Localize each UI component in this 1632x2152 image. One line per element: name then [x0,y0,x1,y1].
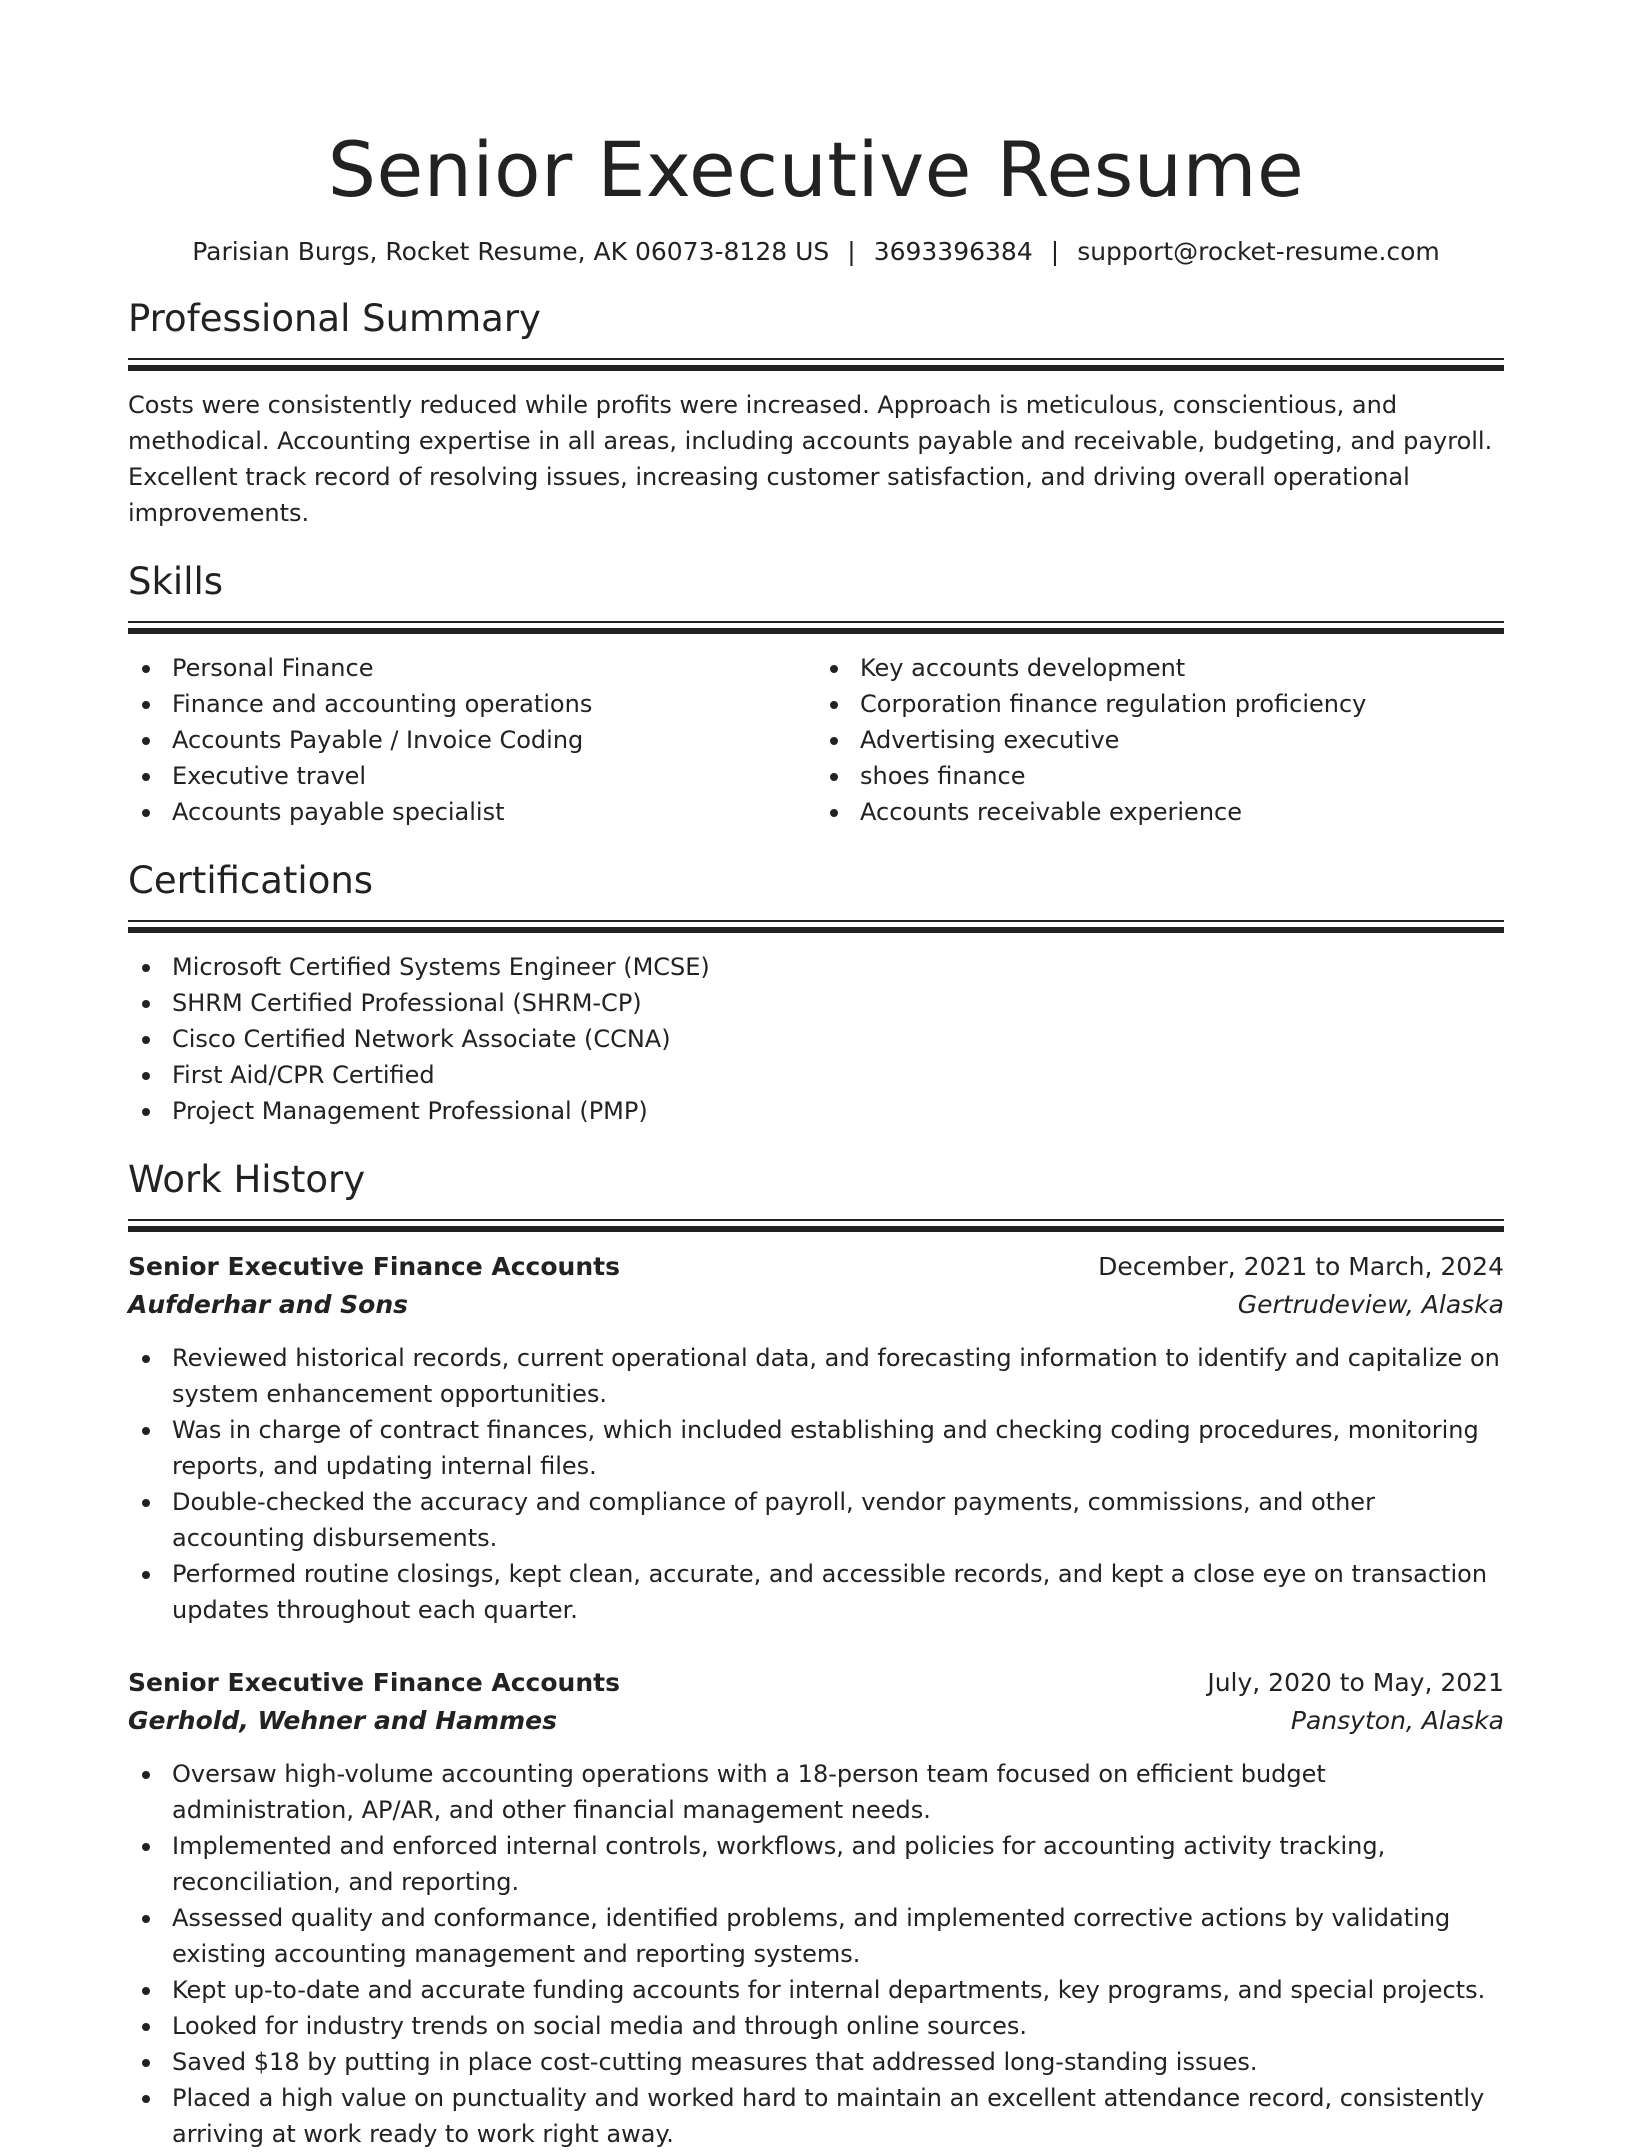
job-dates: July, 2020 to May, 2021 [1207,1668,1504,1697]
job-title: Senior Executive Finance Accounts [128,1252,620,1281]
summary-text: Costs were consistently reduced while profits were increased. Approach is meticulous, conscientious, and methodical. Accounting expertise in all areas, including accounts payable and receivable, budgeting, and payroll. Excellent track record of resolving issues, increasing customer satisfaction, and driving overall operational improvements. [128,391,1493,527]
contact-address: Parisian Burgs, Rocket Resume, AK 06073-8128 US [192,237,830,266]
job-header-row [128,1248,1504,1286]
job-company: Gerhold, Wehner and Hammes [128,1706,557,1735]
skill-item: Accounts payable specialist [128,794,816,830]
contact-separator: | [1050,237,1060,266]
job-subheader-row [128,1702,1504,1740]
job-bullet: Placed a high value on punctuality and worked hard to maintain an excellent attendance record, consistently arriving at work ready to work right away. [128,2080,1504,2152]
skills-list-right [816,650,1504,830]
skills-section [128,557,1504,830]
certifications-section [128,856,1504,1129]
skill-item: Advertising executive [816,722,1504,758]
summary-section [128,294,1504,531]
certifications-heading: Certifications [128,859,374,902]
job-location: Gertrudeview, Alaska [1237,1290,1504,1319]
certification-item: Cisco Certified Network Associate (CCNA) [128,1021,1504,1057]
job-subheader-row [128,1286,1504,1324]
skill-item: Accounts receivable experience [816,794,1504,830]
work-history-heading: Work History [128,1158,366,1201]
certification-item: First Aid/CPR Certified [128,1057,1504,1093]
contact-separator: | [847,237,856,266]
job-location: Pansyton, Alaska [1290,1706,1504,1735]
job-dates: December, 2021 to March, 2024 [1098,1252,1504,1281]
skills-heading: Skills [128,560,224,603]
job-header-row [128,1664,1504,1702]
skills-list-left [128,650,816,830]
work-history-section [128,1155,1504,2152]
skill-item: Key accounts development [816,650,1504,686]
skill-item: Corporation finance regulation proficiency [816,686,1504,722]
job-bullet: Assessed quality and conformance, identified problems, and implemented corrective actions by validating existing accounting management and reporting systems. [128,1900,1504,1972]
skill-item: Finance and accounting operations [128,686,816,722]
certifications-list [128,949,1504,1129]
job-bullet: Saved $18 by putting in place cost-cutting measures that addressed long-standing issues. [128,2044,1504,2080]
resume-page [128,0,1504,2152]
job-bullet: Looked for industry trends on social media and through online sources. [128,2008,1504,2044]
job-bullets [128,1756,1504,2152]
resume-title: Senior Executive Resume [327,125,1305,214]
job-bullet: Kept up-to-date and accurate funding accounts for internal departments, key programs, and special projects. [128,1972,1504,2008]
skill-item: Executive travel [128,758,816,794]
section-divider [128,920,1504,933]
job-bullet: Implemented and enforced internal controls, workflows, and policies for accounting activity tracking, reconciliation, and reporting. [128,1828,1504,1900]
skills-columns [128,650,1504,830]
skill-item: Personal Finance [128,650,816,686]
job-bullet: Performed routine closings, kept clean, accurate, and accessible records, and kept a close eye on transaction updates throughout each quarter. [128,1556,1504,1628]
skill-item: Accounts Payable / Invoice Coding [128,722,816,758]
job-bullet: Reviewed historical records, current operational data, and forecasting information to identify and capitalize on system enhancement opportunities. [128,1340,1504,1412]
job-entry [128,1664,1504,2152]
job-title: Senior Executive Finance Accounts [128,1668,620,1697]
certification-item: Microsoft Certified Systems Engineer (MCSE) [128,949,1504,985]
section-divider [128,358,1504,371]
job-bullet: Oversaw high-volume accounting operations with a 18-person team focused on efficient budget administration, AP/AR, and other financial management needs. [128,1756,1504,1828]
contact-line [128,234,1504,270]
job-bullet: Double-checked the accuracy and compliance of payroll, vendor payments, commissions, and other accounting disbursements. [128,1484,1504,1556]
section-divider [128,621,1504,634]
certification-item: Project Management Professional (PMP) [128,1093,1504,1129]
certification-item: SHRM Certified Professional (SHRM-CP) [128,985,1504,1021]
job-company: Aufderhar and Sons [128,1290,409,1319]
contact-email: support@rocket-resume.com [1077,237,1440,266]
job-entry [128,1248,1504,1628]
section-divider [128,1219,1504,1232]
job-bullets [128,1340,1504,1628]
summary-heading: Professional Summary [128,297,541,340]
job-bullet: Was in charge of contract finances, which included establishing and checking coding procedures, monitoring reports, and updating internal files. [128,1412,1504,1484]
skill-item: shoes finance [816,758,1504,794]
contact-phone: 3693396384 [873,237,1033,266]
